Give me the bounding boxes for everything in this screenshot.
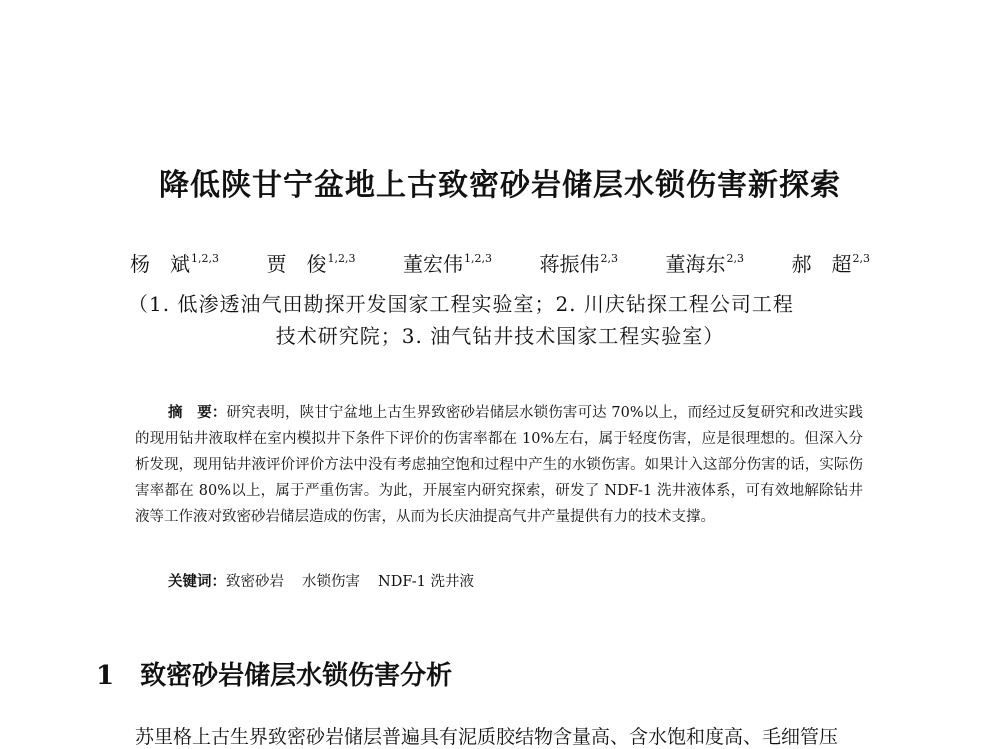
author-affiliation-mark: 2,3 xyxy=(726,252,744,265)
author-affiliation-mark: 1,2,3 xyxy=(464,252,492,265)
keyword: 致密砂岩 xyxy=(226,574,284,590)
keywords xyxy=(168,570,492,591)
author-name: 董宏伟 xyxy=(403,252,463,276)
keyword: 水锁伤害 xyxy=(302,574,360,590)
author-affiliation-mark: 2,3 xyxy=(600,252,618,265)
author xyxy=(666,248,745,277)
author-name: 贾 俊 xyxy=(266,252,327,276)
section-number: 1 xyxy=(96,661,115,691)
author-affiliation-mark: 1,2,3 xyxy=(327,252,356,265)
paper-title: 降低陕甘宁盆地上古致密砂岩储层水锁伤害新探索 xyxy=(159,168,841,203)
abstract-label: 摘 要： xyxy=(168,405,227,421)
author xyxy=(130,248,219,277)
author xyxy=(403,248,492,277)
affiliation-line-1: （1. 低渗透油气田勘探开发国家工程实验室；2. 川庆钻探工程公司工程 xyxy=(128,292,794,316)
author-name: 郝 超 xyxy=(791,252,852,276)
body-text-partial: 苏里格上古生界致密砂岩储层普遍具有泥质胶结物含量高、含水饱和度高、毛细管压 xyxy=(135,726,839,748)
affiliation-line-2: 技术研究院；3. 油气钻井技术国家工程实验室） xyxy=(275,324,725,348)
author xyxy=(540,248,619,277)
author xyxy=(267,248,356,277)
author-affiliation-mark: 1,2,3 xyxy=(191,252,219,265)
keywords-label: 关键词： xyxy=(168,574,226,590)
author-name: 董海东 xyxy=(665,252,726,276)
abstract-text: 研究表明，陕甘宁盆地上古生界致密砂岩储层水锁伤害可达 70%以上，而经过反复研究和改进实践的现用钻井液取样在室内模拟井下条件下评价的伤害率都在 10%左右，属于轻度伤害，应是很理想的。但深入分析发现，现用钻井液评价评价方法中没有考虑抽空饱和过程中产生的水锁伤害。如果计入这部分伤害的话，实际伤害率都在 80%以上，属于严重伤害。为此，开展室内研究探索，研发了 NDF-1 洗井液体系，可有效地解除钻井液等工作液对致密砂岩储层造成的伤害，从而为长庆油提高气井产量提供有力的技术支撑。 xyxy=(135,405,863,525)
author-name: 蒋振伟 xyxy=(539,252,600,276)
author-name: 杨 斌 xyxy=(130,252,190,276)
author-affiliation-mark: 2,3 xyxy=(852,252,870,265)
abstract xyxy=(135,400,863,530)
keyword: NDF-1 洗井液 xyxy=(378,574,474,590)
section-title: 致密砂岩储层水锁伤害分析 xyxy=(140,661,453,691)
author-list xyxy=(130,248,870,277)
section-heading xyxy=(96,655,452,692)
author xyxy=(792,248,871,277)
